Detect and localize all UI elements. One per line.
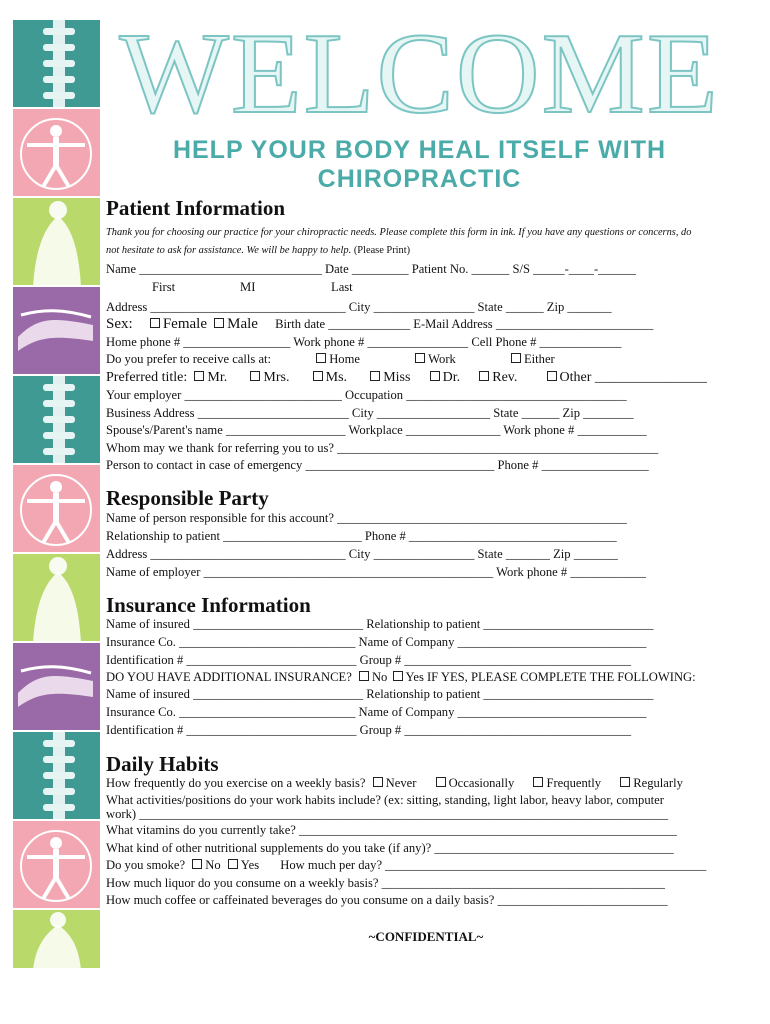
spine-icon <box>13 18 100 107</box>
section-title-responsible: Responsible Party <box>106 486 269 510</box>
intro-line-2: not hesitate to ask for assistance. We will be happy to help. (Please Print) <box>106 245 411 256</box>
vitruvian-man-icon <box>13 819 100 908</box>
insured2-field[interactable]: Name of insured ___________________________ Relationship to patient ___________________________ <box>106 687 654 701</box>
dr-label: Dr. <box>442 370 461 385</box>
address-field[interactable]: Address _______________________________ City ________________ State ______ Zip _______ <box>106 300 612 314</box>
calls-row <box>106 351 555 367</box>
dr-checkbox[interactable] <box>430 371 440 381</box>
pref-title-label: Preferred title: <box>106 370 188 385</box>
name-field[interactable]: Name _____________________________ Date _________ Patient No. ______ S/S _____-____-______ <box>106 262 636 276</box>
mrs-checkbox[interactable] <box>250 371 260 381</box>
smoke-row <box>106 857 706 873</box>
last-label: Last <box>331 280 353 294</box>
vitruvian-man-icon <box>13 107 100 196</box>
home-label: Home <box>329 352 360 366</box>
vitamins-field[interactable]: What vitamins do you currently take? ____________________________________________________________ <box>106 823 677 837</box>
body-icon <box>13 196 100 285</box>
frequently-checkbox[interactable] <box>533 777 543 787</box>
responsible-address-field[interactable]: Address _______________________________ City ________________ State _______ Zip _______ <box>106 547 618 561</box>
insurance-company-field[interactable]: Insurance Co. ____________________________ Name of Company ______________________________ <box>106 635 647 649</box>
frequently-label: Frequently <box>546 776 602 790</box>
welcome-title: WELCOME <box>119 10 720 138</box>
never-checkbox[interactable] <box>373 777 383 787</box>
birth-email-field[interactable]: Birth date _____________ E-Mail Address _________________________ <box>275 317 654 331</box>
either-checkbox[interactable] <box>511 353 521 363</box>
confidential-footer: ~CONFIDENTIAL~ <box>368 929 484 944</box>
decorative-sidebar <box>13 18 100 968</box>
sex-label: Sex: <box>106 316 133 332</box>
activities-label: What activities/positions do your work habits include? (ex: sitting, standing, light labor, heavy labor, computer <box>106 793 664 807</box>
header <box>112 10 727 193</box>
male-checkbox[interactable] <box>214 318 224 328</box>
responsible-name-field[interactable]: Name of person responsible for this account? ______________________________________________ <box>106 511 627 525</box>
exercise-label: How frequently do you exercise on a weekly basis? <box>106 776 366 790</box>
regularly-checkbox[interactable] <box>620 777 630 787</box>
activities-field[interactable]: work) ____________________________________________________________________________________ <box>106 807 669 821</box>
section-title-patient: Patient Information <box>106 196 286 220</box>
home-checkbox[interactable] <box>316 353 326 363</box>
mrs-label: Mrs. <box>263 370 290 385</box>
intro-line-1: Thank you for choosing our practice for your chiropractic needs. Please complete this form in ink. If you have any questions or concerns, do <box>106 227 692 238</box>
insured-field[interactable]: Name of insured ___________________________ Relationship to patient ___________________________ <box>106 617 654 631</box>
first-label: First <box>152 280 176 294</box>
title-row <box>106 369 707 386</box>
liquor-field[interactable]: How much liquor do you consume on a weekly basis? _____________________________________________ <box>106 876 665 890</box>
section-title-insurance: Insurance Information <box>106 593 311 617</box>
regularly-label: Regularly <box>633 776 683 790</box>
hands-icon <box>13 285 100 374</box>
other-checkbox[interactable] <box>547 371 557 381</box>
mr-checkbox[interactable] <box>194 371 204 381</box>
coffee-field[interactable]: How much coffee or caffeinated beverages do you consume on a daily basis? ___________________________ <box>106 893 668 907</box>
exercise-row <box>106 775 683 791</box>
additional-yes-label: Yes IF YES, PLEASE COMPLETE THE FOLLOWING: <box>405 670 696 684</box>
identification-field[interactable]: Identification # ___________________________ Group # ____________________________________ <box>106 653 632 667</box>
smoke-no-checkbox[interactable] <box>192 859 202 869</box>
body-icon <box>13 552 100 641</box>
female-label: Female <box>162 316 207 332</box>
rev-label: Rev. <box>492 370 518 385</box>
ms-checkbox[interactable] <box>313 371 323 381</box>
smoke-yes-label: Yes <box>240 858 260 872</box>
welcome-banner <box>112 10 727 138</box>
additional-yes-checkbox[interactable] <box>393 671 403 681</box>
mi-label: MI <box>240 280 256 294</box>
per-day-field[interactable]: How much per day? ___________________________________________________ <box>280 858 707 872</box>
other-field[interactable]: Other ________________ <box>559 370 707 385</box>
smoke-no-label: No <box>205 858 221 872</box>
spine-icon <box>13 374 100 463</box>
responsible-employer-field[interactable]: Name of employer ______________________________________________ Work phone # ____________ <box>106 565 646 579</box>
business-address-field[interactable]: Business Address ________________________ City __________________ State ______ Zip ________ <box>106 406 634 420</box>
body-icon <box>13 908 100 968</box>
occasionally-label: Occasionally <box>448 776 515 790</box>
never-label: Never <box>385 776 417 790</box>
ms-label: Ms. <box>325 370 348 385</box>
work-label: Work <box>428 352 456 366</box>
additional-no-label: No <box>371 670 388 684</box>
smoke-yes-checkbox[interactable] <box>228 859 238 869</box>
insurance-company2-field[interactable]: Insurance Co. ____________________________ Name of Company ______________________________ <box>106 705 647 719</box>
spouse-field[interactable]: Spouse's/Parent's name ___________________ Workplace _______________ Work phone # ___________ <box>106 423 647 437</box>
phone-field[interactable]: Home phone # _________________ Work phone # ________________ Cell Phone # _____________ <box>106 335 622 349</box>
occasionally-checkbox[interactable] <box>436 777 446 787</box>
tagline: HELP YOUR BODY HEAL ITSELF WITH CHIROPRACTIC <box>172 136 667 193</box>
identification2-field[interactable]: Identification # ___________________________ Group # ____________________________________ <box>106 723 632 737</box>
additional-insurance-row <box>106 669 696 685</box>
additional-no-checkbox[interactable] <box>359 671 369 681</box>
either-label: Either <box>523 352 555 366</box>
emergency-field[interactable]: Person to contact in case of emergency ______________________________ Phone # _________________ <box>106 458 649 472</box>
male-label: Male <box>227 316 258 332</box>
miss-label: Miss <box>383 370 411 385</box>
work-checkbox[interactable] <box>415 353 425 363</box>
additional-insurance-label: DO YOU HAVE ADDITIONAL INSURANCE? <box>106 670 352 684</box>
calls-label: Do you prefer to receive calls at: <box>106 352 272 366</box>
referral-field[interactable]: Whom may we thank for referring you to us? ___________________________________________________ <box>106 441 659 455</box>
employer-field[interactable]: Your employer _________________________ Occupation ___________________________________ <box>106 388 627 402</box>
female-checkbox[interactable] <box>150 318 160 328</box>
section-title-habits: Daily Habits <box>106 752 219 776</box>
vitruvian-man-icon <box>13 463 100 552</box>
mr-label: Mr. <box>207 370 228 385</box>
supplements-field[interactable]: What kind of other nutritional supplements do you take (if any)? ______________________________________ <box>106 841 674 855</box>
rev-checkbox[interactable] <box>479 371 489 381</box>
print-note: (Please Print) <box>353 245 411 256</box>
smoke-label: Do you smoke? <box>106 858 186 872</box>
hands-icon <box>13 641 100 730</box>
spine-icon <box>13 730 100 819</box>
sex-birth-row <box>106 316 653 332</box>
miss-checkbox[interactable] <box>370 371 380 381</box>
responsible-relationship-field[interactable]: Relationship to patient ______________________ Phone # _________________________________ <box>106 529 617 543</box>
